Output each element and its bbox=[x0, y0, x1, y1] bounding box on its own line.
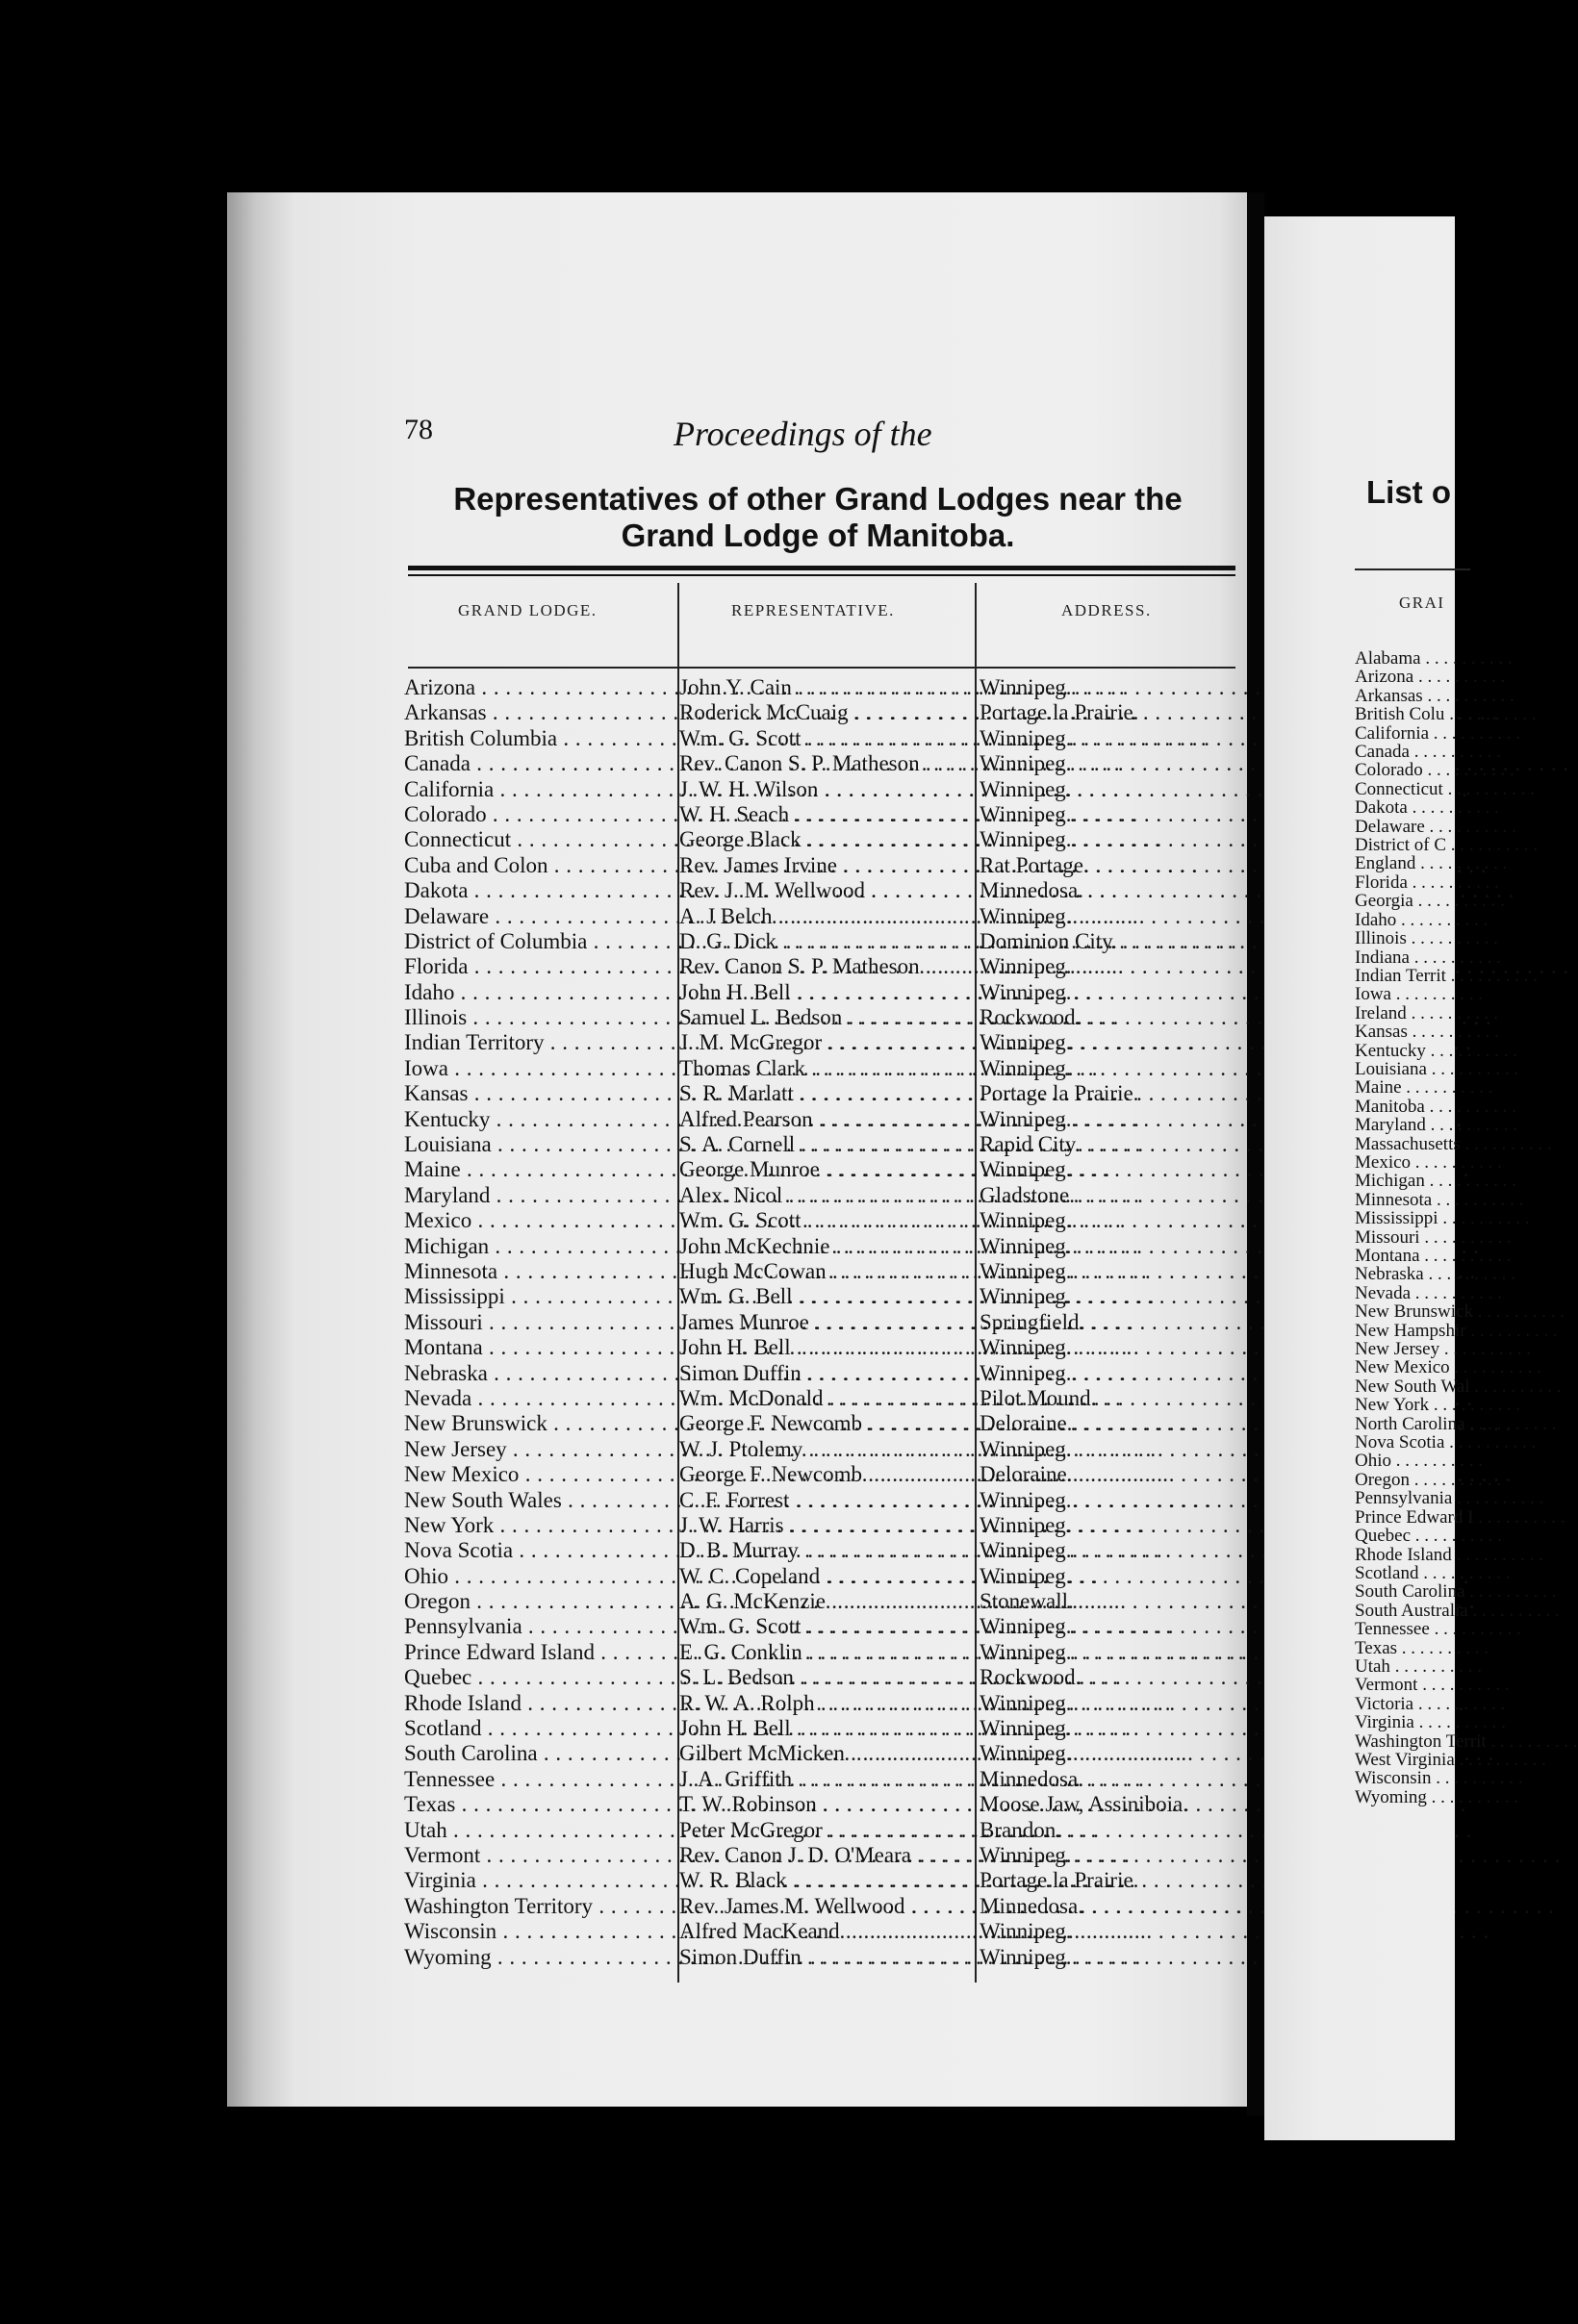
address-cell: Brandon. bbox=[980, 1817, 1061, 1842]
right-page-list-item: Nova Scotia . . . bbox=[1355, 1433, 1461, 1452]
right-page-list-item: South Australia . . . bbox=[1355, 1602, 1461, 1620]
right-page-list-item: New Mexico . . . bbox=[1355, 1358, 1461, 1377]
address-cell: Minnedosa. bbox=[980, 1893, 1083, 1918]
grand-lodge-cell: Wyoming . . . bbox=[404, 1945, 677, 1970]
right-page-list-item: Dakota . . . bbox=[1355, 798, 1461, 817]
table-row bbox=[400, 1792, 1247, 1817]
grand-lodge-cell: Connecticut . . . bbox=[404, 827, 677, 852]
right-page-list-item: Mississippi . . . bbox=[1355, 1209, 1461, 1227]
grand-lodge-cell: Maine . . . bbox=[404, 1157, 677, 1182]
address-cell: Winnipeg. bbox=[980, 1563, 1072, 1588]
representative-cell: W. C. Copeland . . . bbox=[679, 1564, 974, 1589]
address-cell: Rockwood. bbox=[980, 1005, 1082, 1030]
table-row bbox=[400, 954, 1247, 979]
right-page-list-item: Delaware . . . bbox=[1355, 818, 1461, 836]
table-row bbox=[400, 1868, 1247, 1893]
grand-lodge-cell: Utah . . . bbox=[404, 1818, 677, 1843]
table-row bbox=[400, 929, 1247, 954]
representative-cell: Wm. G. Scott . . . bbox=[679, 1208, 974, 1233]
table-row bbox=[400, 1691, 1247, 1716]
table-row bbox=[400, 1361, 1247, 1386]
right-page-list-item: New Brunswick . . . bbox=[1355, 1302, 1461, 1321]
table-row bbox=[400, 675, 1247, 700]
grand-lodge-cell: Prince Edward Island . . . bbox=[404, 1640, 677, 1665]
grand-lodge-cell: Iowa . . . bbox=[404, 1056, 677, 1081]
right-page-list-item: New York . . . bbox=[1355, 1396, 1461, 1414]
grand-lodge-cell: Scotland . . . bbox=[404, 1716, 677, 1741]
address-cell: Winnipeg. bbox=[980, 675, 1072, 699]
grand-lodge-cell: Vermont . . . bbox=[404, 1843, 677, 1868]
right-page-list-item: Manitoba . . . bbox=[1355, 1098, 1461, 1116]
representative-cell: James Munroe . . . bbox=[679, 1310, 974, 1335]
grand-lodge-cell: Nova Scotia . . . bbox=[404, 1538, 677, 1563]
table-row bbox=[400, 1919, 1247, 1944]
right-page-list-item: Idaho . . . bbox=[1355, 911, 1461, 929]
representative-cell: Rev. James Irvine . . . bbox=[679, 853, 974, 878]
right-page-list-item: Massachusetts . . . bbox=[1355, 1135, 1461, 1153]
right-page-list-item: Indian Territ . . . bbox=[1355, 967, 1461, 985]
representative-cell: R. W. A. Rolph . . . bbox=[679, 1691, 974, 1716]
table-row bbox=[400, 1589, 1247, 1614]
table-row bbox=[400, 1437, 1247, 1462]
address-cell: Moose Jaw, Assiniboia. bbox=[980, 1792, 1189, 1817]
address-cell: Winnipeg. bbox=[980, 1690, 1072, 1715]
grand-lodge-cell: Nebraska . . . bbox=[404, 1361, 677, 1386]
grand-lodge-cell: Wisconsin . . . bbox=[404, 1919, 677, 1944]
right-page-list-item: New Hampshir . . . bbox=[1355, 1322, 1461, 1340]
right-page-list-item: Utah . . . bbox=[1355, 1657, 1461, 1676]
grand-lodge-cell: New Brunswick . . . bbox=[404, 1411, 677, 1436]
address-cell: Portage la Prairie. bbox=[980, 700, 1139, 725]
right-page-list-item: Florida . . . bbox=[1355, 873, 1461, 892]
representative-cell: Alfred Pearson . . . bbox=[679, 1107, 974, 1132]
running-head: Proceedings of the bbox=[674, 415, 932, 453]
right-page-list-item: Ohio . . . bbox=[1355, 1452, 1461, 1470]
page-number: 78 bbox=[404, 414, 433, 445]
address-cell: Winnipeg. bbox=[980, 725, 1072, 750]
right-page-list-item: Quebec . . . bbox=[1355, 1527, 1461, 1545]
right-page-list-item: Canada . . . bbox=[1355, 743, 1461, 761]
grand-lodge-cell: Pennsylvania . . . bbox=[404, 1614, 677, 1639]
table-row bbox=[400, 1259, 1247, 1284]
address-cell: Winnipeg. bbox=[980, 1106, 1072, 1131]
address-cell: Portage la Prairie. bbox=[980, 1868, 1139, 1893]
address-cell: Winnipeg. bbox=[980, 1208, 1072, 1233]
table-row bbox=[400, 726, 1247, 751]
grand-lodge-cell: Kansas . . . bbox=[404, 1081, 677, 1106]
right-page-list-item: Montana . . . bbox=[1355, 1247, 1461, 1265]
grand-lodge-cell: Montana . . . bbox=[404, 1335, 677, 1360]
right-page-list-item: Wisconsin . . . bbox=[1355, 1769, 1461, 1787]
address-cell: Rat Portage. bbox=[980, 852, 1089, 877]
address-cell: Minnedosa. bbox=[980, 878, 1083, 903]
address-cell: Springfield. bbox=[980, 1309, 1085, 1334]
representative-cell: Samuel L. Bedson . . . bbox=[679, 1005, 974, 1030]
right-page-list-item: Connecticut . . . bbox=[1355, 780, 1461, 798]
address-cell: Deloraine. bbox=[980, 1462, 1073, 1487]
right-page bbox=[1264, 216, 1487, 2140]
address-cell: Winnipeg. bbox=[980, 1716, 1072, 1741]
representative-cell: W. H. Seach . . . bbox=[679, 802, 974, 827]
representative-cell: John McKechnie . . . bbox=[679, 1234, 974, 1259]
address-cell: Stonewall. bbox=[980, 1589, 1074, 1614]
right-page-list-item: Iowa . . . bbox=[1355, 985, 1461, 1003]
address-cell: Winnipeg. bbox=[980, 1233, 1072, 1258]
address-cell: Winnipeg. bbox=[980, 1741, 1072, 1766]
table-row bbox=[400, 904, 1247, 929]
grand-lodge-cell: Ohio . . . bbox=[404, 1564, 677, 1589]
grand-lodge-cell: Arizona . . . bbox=[404, 675, 677, 700]
right-page-list-item: Texas . . . bbox=[1355, 1639, 1461, 1657]
right-page-list-item: British Colu . . . bbox=[1355, 705, 1461, 723]
grand-lodge-cell: Minnesota . . . bbox=[404, 1259, 677, 1284]
address-cell: Winnipeg. bbox=[980, 979, 1072, 1004]
right-page-list-item: Michigan . . . bbox=[1355, 1172, 1461, 1190]
grand-lodge-cell: Canada . . . bbox=[404, 751, 677, 776]
right-page-list-item: Missouri . . . bbox=[1355, 1228, 1461, 1247]
table-row bbox=[400, 1157, 1247, 1182]
address-cell: Winnipeg. bbox=[980, 1538, 1072, 1563]
address-cell: Winnipeg. bbox=[980, 1360, 1072, 1385]
table-row bbox=[400, 1767, 1247, 1792]
address-cell: Winnipeg. bbox=[980, 903, 1072, 928]
representative-cell: T. W. Robinson . . . bbox=[679, 1792, 974, 1817]
page-title bbox=[394, 481, 1241, 554]
representative-cell: J. M. McGregor . . . bbox=[679, 1030, 974, 1055]
right-page-list-item: Tennessee . . . bbox=[1355, 1620, 1461, 1638]
representative-cell: Roderick McCuaig . . . bbox=[679, 700, 974, 725]
table-row bbox=[400, 1843, 1247, 1868]
table-row bbox=[400, 751, 1247, 776]
representative-cell: Wm. McDonald . . . bbox=[679, 1386, 974, 1411]
grand-lodge-cell: Cuba and Colon . . . bbox=[404, 853, 677, 878]
column-header-grand-lodge: GRAND LODGE. bbox=[458, 601, 598, 619]
address-cell: Pilot Mound. bbox=[980, 1385, 1097, 1410]
grand-lodge-cell: Idaho . . . bbox=[404, 980, 677, 1005]
address-cell: Minnedosa. bbox=[980, 1766, 1083, 1791]
representative-cell: D. B. Murray . . . bbox=[679, 1538, 974, 1563]
column-header-representative: REPRESENTATIVE. bbox=[731, 601, 895, 619]
table-row bbox=[400, 1335, 1247, 1360]
address-cell: Winnipeg. bbox=[980, 1436, 1072, 1461]
representative-cell: A. J Belch . . . bbox=[679, 904, 974, 929]
representative-cell: Wm. G. Scott . . . bbox=[679, 1614, 974, 1639]
address-cell: Portage la Prairie. bbox=[980, 1081, 1139, 1106]
right-page-list-item: Rhode Island . . . bbox=[1355, 1546, 1461, 1564]
title-line-2: Grand Lodge of Manitoba. bbox=[621, 518, 1015, 553]
right-page-list-item: Ireland . . . bbox=[1355, 1004, 1461, 1023]
representative-cell: E. G. Conklin . . . bbox=[679, 1640, 974, 1665]
table-row bbox=[400, 1462, 1247, 1487]
address-cell: Deloraine. bbox=[980, 1411, 1073, 1436]
table-row bbox=[400, 1411, 1247, 1436]
address-cell: Winnipeg. bbox=[980, 1258, 1072, 1283]
table-row bbox=[400, 1310, 1247, 1335]
representative-cell: Thomas Clark . . . bbox=[679, 1056, 974, 1081]
grand-lodge-cell: Illinois . . . bbox=[404, 1005, 677, 1030]
grand-lodge-cell: Louisiana . . . bbox=[404, 1132, 677, 1157]
table-row bbox=[400, 1183, 1247, 1208]
address-cell: Winnipeg. bbox=[980, 1919, 1072, 1944]
right-page-list-item: West Virginia . . . bbox=[1355, 1751, 1461, 1769]
address-cell: Winnipeg. bbox=[980, 1639, 1072, 1664]
right-page-list-item: Victoria . . . bbox=[1355, 1695, 1461, 1713]
grand-lodge-cell: Delaware . . . bbox=[404, 904, 677, 929]
representative-cell: Rev. James M. Wellwood . . . bbox=[679, 1894, 974, 1919]
right-page-list-item: Maine . . . bbox=[1355, 1078, 1461, 1097]
grand-lodge-cell: Arkansas . . . bbox=[404, 700, 677, 725]
right-page-list-item: Louisiana . . . bbox=[1355, 1060, 1461, 1078]
grand-lodge-cell: District of Columbia . . . bbox=[404, 929, 677, 954]
representative-cell: D. G. Dick . . . bbox=[679, 929, 974, 954]
grand-lodge-cell: Mexico . . . bbox=[404, 1208, 677, 1233]
table-row bbox=[400, 827, 1247, 852]
representative-cell: John Y. Cain . . . bbox=[679, 675, 974, 700]
address-cell: Winnipeg. bbox=[980, 1944, 1072, 1969]
representative-cell: Alex. Nicol . . . bbox=[679, 1183, 974, 1208]
right-page-list-item: Maryland . . . bbox=[1355, 1116, 1461, 1134]
table-row bbox=[400, 1208, 1247, 1233]
right-page-list-item: Minnesota . . . bbox=[1355, 1191, 1461, 1209]
title-rule-thick bbox=[408, 566, 1235, 570]
grand-lodge-cell: British Columbia . . . bbox=[404, 726, 677, 751]
table-row bbox=[400, 1640, 1247, 1665]
grand-lodge-cell: California . . . bbox=[404, 777, 677, 802]
address-cell: Winnipeg. bbox=[980, 1842, 1072, 1867]
right-page-title: List o bbox=[1366, 474, 1451, 510]
grand-lodge-cell: Quebec . . . bbox=[404, 1665, 677, 1690]
representative-cell: John H. Bell . . . bbox=[679, 1716, 974, 1741]
address-cell: Rapid City. bbox=[980, 1132, 1081, 1157]
right-page-rule bbox=[1355, 568, 1470, 570]
right-page-list-item: Colorado . . . bbox=[1355, 761, 1461, 779]
representatives-table bbox=[400, 675, 1247, 1970]
address-cell: Winnipeg. bbox=[980, 751, 1072, 776]
address-cell: Winnipeg. bbox=[980, 827, 1072, 852]
table-row bbox=[400, 1665, 1247, 1690]
grand-lodge-cell: Kentucky . . . bbox=[404, 1107, 677, 1132]
right-page-list-item: Virginia . . . bbox=[1355, 1713, 1461, 1731]
address-cell: Winnipeg. bbox=[980, 1335, 1072, 1360]
right-page-list-item: Nebraska . . . bbox=[1355, 1265, 1461, 1283]
right-page-list-item: Prince Edward I . . . bbox=[1355, 1508, 1461, 1527]
right-page-list-item: Illinois . . . bbox=[1355, 929, 1461, 947]
right-page-list-item: Wyoming . . . bbox=[1355, 1788, 1461, 1806]
right-page-list-item: New South Wal . . . bbox=[1355, 1377, 1461, 1396]
table-row bbox=[400, 1488, 1247, 1513]
right-page-list-item: Arkansas . . . bbox=[1355, 687, 1461, 705]
grand-lodge-cell: New Mexico . . . bbox=[404, 1462, 677, 1487]
address-cell: Winnipeg. bbox=[980, 1614, 1072, 1639]
representative-cell: S. A. Cornell . . . bbox=[679, 1132, 974, 1157]
representative-cell: C. F. Forrest . . . bbox=[679, 1488, 974, 1513]
right-page-list-item: North Carolina . . . bbox=[1355, 1415, 1461, 1433]
right-page-list-item: Nevada . . . bbox=[1355, 1284, 1461, 1302]
grand-lodge-cell: New South Wales . . . bbox=[404, 1488, 677, 1513]
representative-cell: Rev. Canon S. P. Matheson . . . bbox=[679, 954, 974, 979]
grand-lodge-cell: New Jersey . . . bbox=[404, 1437, 677, 1462]
right-page-list-item: Kansas . . . bbox=[1355, 1023, 1461, 1041]
address-cell: Winnipeg. bbox=[980, 801, 1072, 826]
table-row bbox=[400, 1564, 1247, 1589]
table-row bbox=[400, 1538, 1247, 1563]
grand-lodge-cell: Tennessee . . . bbox=[404, 1767, 677, 1792]
right-page-list-item: Washington Territ . . . bbox=[1355, 1732, 1461, 1751]
right-page-list-item: Kentucky . . . bbox=[1355, 1042, 1461, 1060]
representative-cell: George F. Newcomb . . . bbox=[679, 1411, 974, 1436]
column-header-address: ADDRESS. bbox=[1061, 601, 1152, 619]
address-cell: Winnipeg. bbox=[980, 1284, 1072, 1309]
right-page-list bbox=[1355, 648, 1487, 1807]
grand-lodge-cell: Washington Territory . . . bbox=[404, 1894, 677, 1919]
address-cell: Winnipeg. bbox=[980, 1512, 1072, 1537]
right-page-list-item: Scotland . . . bbox=[1355, 1564, 1461, 1582]
representative-cell: S. L. Bedson . . . bbox=[679, 1665, 974, 1690]
table-row bbox=[400, 853, 1247, 878]
representative-cell: A. G. McKenzie . . . bbox=[679, 1589, 974, 1614]
grand-lodge-cell: Missouri . . . bbox=[404, 1310, 677, 1335]
grand-lodge-cell: South Carolina . . . bbox=[404, 1741, 677, 1766]
table-row bbox=[400, 1005, 1247, 1030]
header-separator bbox=[408, 667, 1235, 669]
grand-lodge-cell: Maryland . . . bbox=[404, 1183, 677, 1208]
representative-cell: S. R. Marlatt . . . bbox=[679, 1081, 974, 1106]
representative-cell: Rev. Canon S. P. Matheson . . . bbox=[679, 751, 974, 776]
right-page-list-item: Indiana . . . bbox=[1355, 948, 1461, 967]
representative-cell: John H. Bell . . . bbox=[679, 980, 974, 1005]
table-row bbox=[400, 700, 1247, 725]
address-cell: Winnipeg. bbox=[980, 1030, 1072, 1055]
representative-cell: Rev. Canon J. D. O'Meara . . . bbox=[679, 1843, 974, 1868]
right-page-list-item: Mexico . . . bbox=[1355, 1153, 1461, 1172]
address-cell: Dominion City. bbox=[980, 928, 1117, 953]
right-page-list-item: Alabama . . . bbox=[1355, 649, 1461, 668]
grand-lodge-cell: Indian Territory . . . bbox=[404, 1030, 677, 1055]
grand-lodge-cell: Florida . . . bbox=[404, 954, 677, 979]
address-cell: Winnipeg. bbox=[980, 1055, 1072, 1080]
representative-cell: Peter McGregor . . . bbox=[679, 1818, 974, 1843]
representative-cell: Hugh McCowan . . . bbox=[679, 1259, 974, 1284]
table-row bbox=[400, 1513, 1247, 1538]
representative-cell: Wm. G. Bell . . . bbox=[679, 1284, 974, 1309]
grand-lodge-cell: Rhode Island . . . bbox=[404, 1691, 677, 1716]
representative-cell: J. W. Harris . . . bbox=[679, 1513, 974, 1538]
address-cell: Rockwood. bbox=[980, 1665, 1082, 1690]
table-row bbox=[400, 1386, 1247, 1411]
grand-lodge-cell: Texas . . . bbox=[404, 1792, 677, 1817]
address-cell: Gladstone. bbox=[980, 1182, 1076, 1207]
right-page-list-item: Pennsylvania . . . bbox=[1355, 1489, 1461, 1507]
address-cell: Winnipeg. bbox=[980, 1157, 1072, 1182]
representative-cell: Gilbert McMicken . . . bbox=[679, 1741, 974, 1766]
representative-cell: Wm. G. Scott . . . bbox=[679, 726, 974, 751]
address-cell: Winnipeg. bbox=[980, 954, 1072, 979]
representative-cell: J. A. Griffith . . . bbox=[679, 1767, 974, 1792]
table-row bbox=[400, 1741, 1247, 1766]
right-page-list-item: District of C . . . bbox=[1355, 836, 1461, 854]
table-row bbox=[400, 1818, 1247, 1843]
grand-lodge-cell: Virginia . . . bbox=[404, 1868, 677, 1893]
address-cell: Winnipeg. bbox=[980, 1487, 1072, 1512]
right-page-list-item: Oregon . . . bbox=[1355, 1471, 1461, 1489]
representative-cell: Alfred MacKeand . . . bbox=[679, 1919, 974, 1944]
representative-cell: Simon Duffin . . . bbox=[679, 1361, 974, 1386]
table-row bbox=[400, 1716, 1247, 1741]
right-page-column-header: GRAI bbox=[1399, 594, 1445, 612]
right-page-list-item: Georgia . . . bbox=[1355, 892, 1461, 910]
table-row bbox=[400, 1614, 1247, 1639]
representative-cell: Simon Duffin . . . bbox=[679, 1945, 974, 1970]
table-row bbox=[400, 1894, 1247, 1919]
address-cell: Winnipeg. bbox=[980, 776, 1072, 801]
table-row bbox=[400, 1056, 1247, 1081]
grand-lodge-cell: Mississippi . . . bbox=[404, 1284, 677, 1309]
representative-cell: Rev. J. M. Wellwood . . . bbox=[679, 878, 974, 903]
right-page-list-item: South Carolina . . . bbox=[1355, 1582, 1461, 1601]
table-row bbox=[400, 777, 1247, 802]
table-row bbox=[400, 1234, 1247, 1259]
table-row bbox=[400, 1107, 1247, 1132]
right-page-list-item: Vermont . . . bbox=[1355, 1676, 1461, 1694]
right-page-list-item: California . . . bbox=[1355, 724, 1461, 743]
table-row bbox=[400, 802, 1247, 827]
grand-lodge-cell: Michigan . . . bbox=[404, 1234, 677, 1259]
representative-cell: W. R. Black . . . bbox=[679, 1868, 974, 1893]
table-row bbox=[400, 1132, 1247, 1157]
right-page-list-item: New Jersey . . . bbox=[1355, 1340, 1461, 1358]
representative-cell: George Black . . . bbox=[679, 827, 974, 852]
table-row bbox=[400, 878, 1247, 903]
table-row bbox=[400, 980, 1247, 1005]
title-line-1: Representatives of other Grand Lodges near the bbox=[453, 481, 1183, 517]
grand-lodge-cell: New York . . . bbox=[404, 1513, 677, 1538]
title-rule-thin bbox=[408, 574, 1235, 576]
grand-lodge-cell: Nevada . . . bbox=[404, 1386, 677, 1411]
representative-cell: W. J. Ptolemy . . . bbox=[679, 1437, 974, 1462]
grand-lodge-cell: Colorado . . . bbox=[404, 802, 677, 827]
representative-cell: John H. Bell . . . bbox=[679, 1335, 974, 1360]
right-page-list-item: England . . . bbox=[1355, 854, 1461, 872]
table-row bbox=[400, 1284, 1247, 1309]
representative-cell: George Munroe . . . bbox=[679, 1157, 974, 1182]
right-page-list-item: Arizona . . . bbox=[1355, 668, 1461, 686]
table-row bbox=[400, 1945, 1247, 1970]
grand-lodge-cell: Dakota . . . bbox=[404, 878, 677, 903]
representative-cell: J. W. H. Wilson . . . bbox=[679, 777, 974, 802]
representative-cell: George F. Newcomb . . . bbox=[679, 1462, 974, 1487]
table-row bbox=[400, 1081, 1247, 1106]
table-row bbox=[400, 1030, 1247, 1055]
grand-lodge-cell: Oregon . . . bbox=[404, 1589, 677, 1614]
